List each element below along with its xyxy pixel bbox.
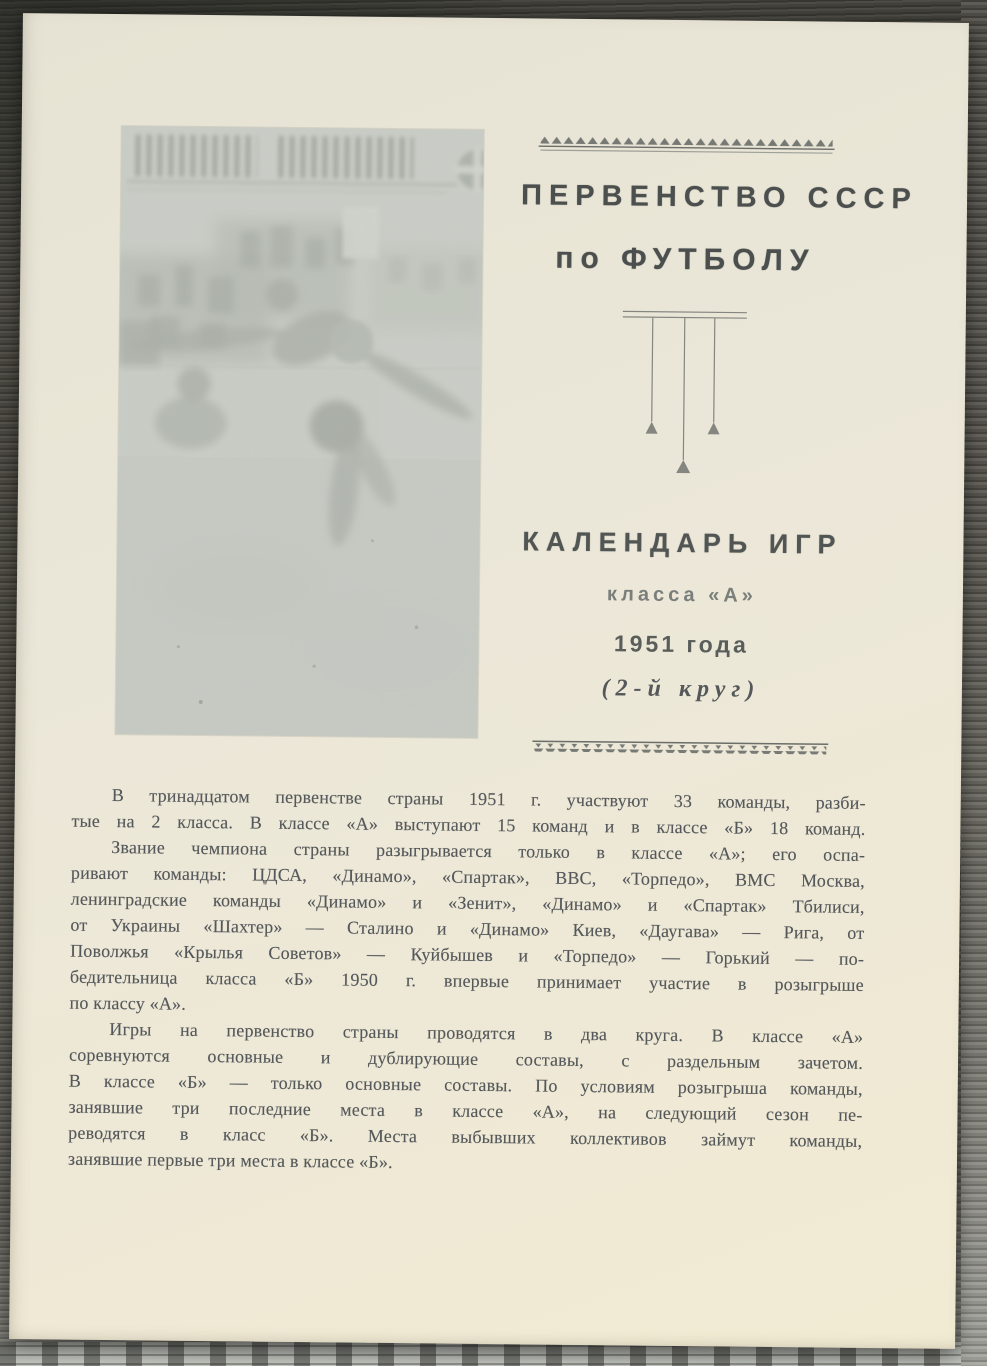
text-line: ленинградские команды «Динамо» и «Зенит», «Динамо» и «Спартак» Тбилиси, <box>70 888 865 917</box>
match-photo <box>115 126 483 738</box>
text-line: Поволжья «Крылья Советов» — Куйбышев и «Торпедо» — Горький — по- <box>70 940 865 969</box>
text-line: В тринадцатом первенстве страны 1951 г. участвуют 33 команды, разби- <box>111 785 866 813</box>
text-line: по классу «А». <box>69 992 187 1014</box>
title-column <box>515 128 918 756</box>
text-line: от Украины «Шахтер» — Сталино и «Динамо» Киев, «Даугава» — Рига, от <box>70 914 865 943</box>
text-line: тые на 2 класса. В классе «А» выступают 15 команд и в классе «Б» 18 команд. <box>71 810 866 839</box>
calendar-year: 1951 года <box>613 630 750 658</box>
text-line: занявшие первые три места в классе «Б». <box>67 1148 393 1173</box>
intro-text <box>68 782 866 1180</box>
text-line: реводятся в класс «Б». Места выбывших коллективов займут команды, <box>68 1122 863 1151</box>
plumb-line-ornament-icon <box>613 309 755 482</box>
text-line: ривают команды: ЦДСА, «Динамо», «Спартак», ВВС, «Торпедо», ВМС Москва, <box>70 862 866 891</box>
page-title-line-1: ПЕРВЕНСТВО СССР <box>520 179 918 216</box>
triangle-border-bottom-icon <box>532 739 828 756</box>
page-title-line-2: по ФУТБОЛУ <box>555 241 816 278</box>
text-line: соревнуются основные и дублирующие составы, с раздельным зачетом. <box>68 1044 864 1073</box>
text-line: В классе «Б» — только основные составы. По условиям розыгрыша команды, <box>68 1070 863 1099</box>
programme-cover-page <box>9 13 969 1349</box>
text-line: Звание чемпиона страны разыгрывается только в классе «А»; его оспа- <box>111 837 866 865</box>
calendar-round: (2-й круг) <box>601 675 761 703</box>
triangle-border-top-icon <box>539 136 835 157</box>
calendar-title: КАЛЕНДАРЬ ИГР <box>522 526 843 560</box>
text-line: занявшие три последние места в классе «А», на следующий сезон пе- <box>68 1096 863 1125</box>
text-line: Игры на первенство страны проводятся в два круга. В классе «А» <box>109 1019 864 1047</box>
match-photo-illustration <box>115 126 483 738</box>
text-line: бедительница класса «Б» 1950 г. впервые принимает участие в розыгрыше <box>69 966 864 995</box>
calendar-class: класса «А» <box>606 583 757 607</box>
